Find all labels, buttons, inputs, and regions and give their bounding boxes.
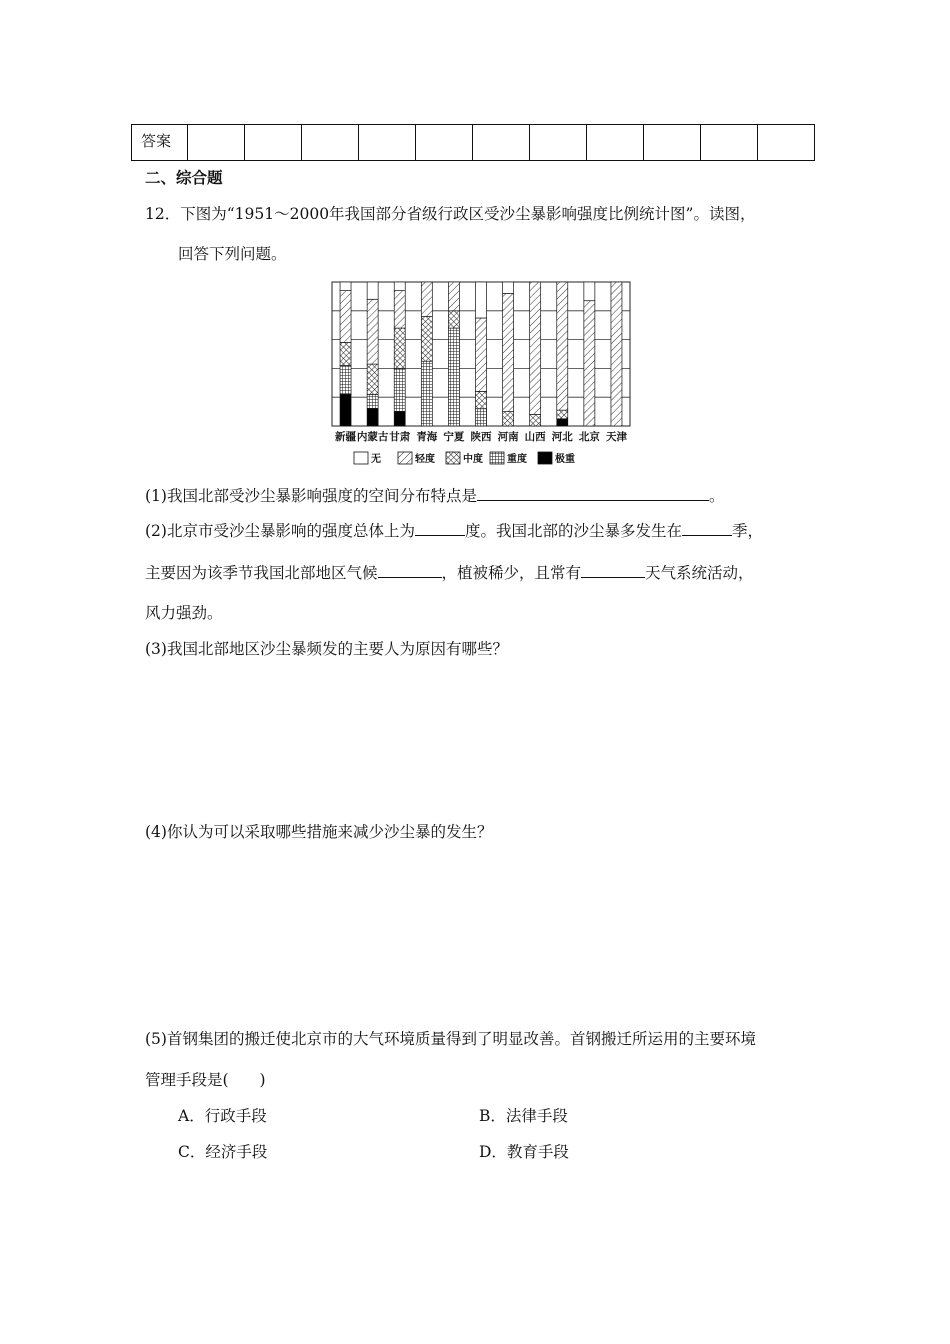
option-a[interactable]: A．行政手段 [178,1107,267,1125]
bar-segment [557,282,568,410]
bar-segment [530,282,541,414]
answer-table [131,124,815,161]
bar-segment [367,299,378,364]
answer-cell[interactable] [644,125,701,161]
bar-segment [476,409,487,426]
sub2-text-a: (2)北京市受沙尘暴影响的强度总体上为 [145,522,415,540]
answer-cell[interactable] [245,125,302,161]
category-label: 甘肃 [389,431,411,443]
category-label: 青海 [416,431,438,443]
sub-question-5-line1: (5)首钢集团的搬迁使北京市的大气环境质量得到了明显改善。首钢搬迁所运用的主要环境 [145,1030,756,1048]
category-label: 河南 [497,431,519,443]
question-intro-line1 [145,204,755,224]
bar-segment [340,282,351,291]
category-label: 陕西 [470,431,492,443]
sub-question-1 [145,484,724,506]
bar-segment [476,318,487,391]
option-b[interactable]: B．法律手段 [479,1107,568,1125]
bar-segment [530,414,541,426]
legend-label: 重度 [507,454,527,465]
sub1-end: 。 [708,487,725,505]
answer-cell[interactable] [530,125,587,161]
sub2-text-f: 天气系统活动， [645,564,754,582]
bar-segment [367,394,378,408]
sub2-text-d: 主要因为该季节我国北部地区气候 [145,564,378,582]
question-intro-line2: 回答下列问题。 [178,245,287,263]
chart-legend [354,452,575,465]
bar-segment [394,368,405,411]
bar-segment [503,282,514,294]
bar-segment [448,311,459,328]
bar-segment [421,361,432,426]
bar-segment [421,317,432,362]
answer-label: 答案 [132,125,188,161]
bar-segment [448,282,459,311]
bar-segment [340,366,351,395]
sub1-text: (1)我国北部受沙尘暴影响强度的空间分布特点是 [145,487,477,505]
answer-cell[interactable] [188,125,245,161]
category-label: 宁夏 [443,431,465,443]
category-label: 山西 [524,431,546,443]
category-label: 北京 [578,431,600,443]
legend-label: 中度 [463,454,483,465]
bar-segment [340,342,351,365]
legend-label: 无 [371,454,381,465]
sub2-text-e: ，植被稀少，且常有 [441,564,582,582]
answer-cell[interactable] [758,125,815,161]
answer-cell[interactable] [302,125,359,161]
bar-segment [367,282,378,299]
answer-row [132,125,815,161]
sub2-blank-1[interactable] [415,519,465,536]
answer-cell[interactable] [359,125,416,161]
category-label: 天津 [605,431,627,443]
option-d[interactable]: D．教育手段 [479,1143,569,1161]
bar-segment [394,412,405,426]
legend-swatch [398,452,412,464]
legend-label: 轻度 [415,454,435,465]
bar-segment [448,328,459,426]
sub2-blank-3[interactable] [378,561,442,578]
legend-swatch [354,452,368,464]
bar-segment [503,412,514,426]
bar-segment [476,282,487,318]
legend-swatch [446,452,460,464]
bar-segment [503,294,514,412]
answer-cell[interactable] [701,125,758,161]
sub2-blank-2[interactable] [682,519,732,536]
bar-segment [557,410,568,419]
question-intro-text: 下图为“1951～2000年我国部分省级行政区受沙尘暴影响强度比例统计图”。读图， [180,205,756,223]
answer-cell[interactable] [587,125,644,161]
bar-segment [584,301,595,426]
bar-segment [584,282,595,301]
answer-cell[interactable] [416,125,473,161]
bar-segment [367,364,378,394]
sub-question-2-line3: 风力强劲。 [145,604,223,622]
legend-swatch [490,452,504,464]
sub2-blank-4[interactable] [581,561,645,578]
sub-question-4: (4)你认为可以采取哪些措施来减少沙尘暴的发生？ [145,823,493,841]
bar-segment [340,394,351,426]
option-c[interactable]: C．经济手段 [178,1143,268,1161]
sub-question-2-line1 [145,519,763,541]
legend-label: 极重 [555,454,575,465]
bar-segment [340,291,351,343]
bar-segment [476,391,487,408]
section-title: 二、综合题 [145,168,223,187]
chart-bars [340,282,622,426]
sub1-blank[interactable] [477,484,709,501]
sandstorm-intensity-chart [318,276,638,472]
bar-segment [394,328,405,368]
bar-segment [421,282,432,317]
chart-category-labels [335,430,627,443]
bar-segment [394,291,405,328]
bar-segment [611,282,622,426]
bar-segment [394,282,405,291]
answer-cell[interactable] [473,125,530,161]
bar-segment [557,419,568,426]
sub-question-2-line2 [145,561,754,583]
bar-segment [367,409,378,426]
sub2-text-c: 季， [731,522,763,540]
category-label: 新疆 [335,431,357,443]
question-number: 12． [145,205,181,223]
category-label: 河北 [551,431,573,443]
sub-question-3: (3)我国北部地区沙尘暴频发的主要人为原因有哪些？ [145,640,508,658]
legend-swatch [538,452,552,464]
category-label: 内蒙古 [356,431,389,443]
sub2-text-b: 度。我国北部的沙尘暴多发生在 [464,522,682,540]
sub-question-5-line2: 管理手段是( ) [145,1071,266,1089]
